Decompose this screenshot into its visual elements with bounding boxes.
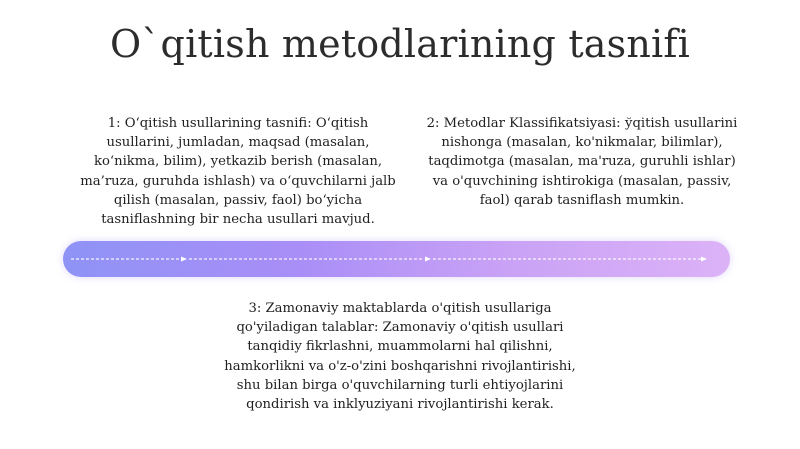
text-block-1: 1: O‘qitish usullarining tasnifi: O‘qitish usullarini, jumladan, maqsad (masalan, ko‘nikma, bilim), yetkazib berish (masalan, ma’ruza, guruhda ishlash) va o‘quvchilarni jalb qilish (masalan, passiv, faol) bo‘yicha tasniflashning bir necha usullari mavjud. <box>80 116 396 228</box>
text-block-3: 3: Zamonaviy maktablarda o'qitish usullariga qo'yiladigan talablar: Zamonaviy o'qitish usullari tanqidiy fikrlashni, muammolarni hal qilishni, hamkorlikni va o'z-o'zini boshqarishni rivojlantirishi, shu bilan birga o'quvchilarning turli ehtiyojlarini qondirish va inklyuziyani rivojlantirishi kerak. <box>224 301 576 413</box>
timeline-arrow-1-icon <box>181 257 187 262</box>
timeline-arrow-3-icon <box>701 257 707 262</box>
slide-title: O`qitish metodlarining tasnifi <box>109 22 690 66</box>
timeline-bar <box>63 241 730 277</box>
timeline-arrow-2-icon <box>425 257 431 262</box>
text-block-2: 2: Metodlar Klassifikatsiyasi: ўqitish usullarini nishonga (masalan, ko'nikmalar, bilimlar), taqdimotga (masalan, ma'ruza, guruhli ishlar) va o'quvchining ishtirokiga (masalan, passiv, faol) qarab tasniflash mumkin. <box>426 116 738 208</box>
timeline-track <box>63 241 730 277</box>
